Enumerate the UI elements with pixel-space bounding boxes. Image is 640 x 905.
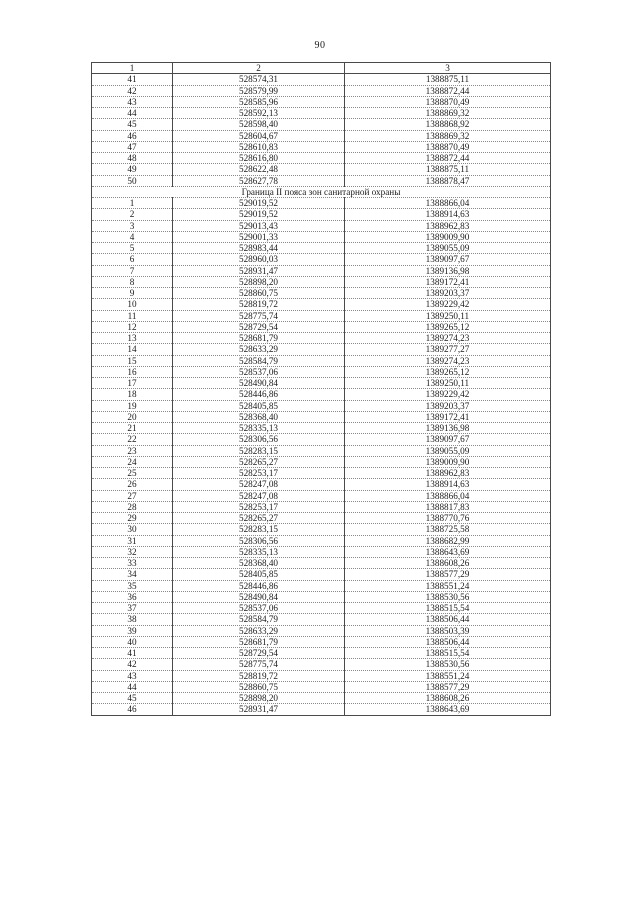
table-row — [92, 625, 551, 636]
x-coordinate-cell: 528622,48 — [173, 164, 345, 175]
table-row — [92, 614, 551, 625]
point-number-cell: 36 — [92, 591, 173, 602]
point-number-cell: 40 — [92, 636, 173, 647]
point-number-cell: 31 — [92, 535, 173, 546]
y-coordinate-cell: 1388643,69 — [345, 704, 551, 715]
table-row — [92, 355, 551, 366]
y-coordinate-cell: 1389172,41 — [345, 276, 551, 287]
x-coordinate-cell: 528490,84 — [173, 591, 345, 602]
x-coordinate-cell: 528898,20 — [173, 693, 345, 704]
table-row — [92, 693, 551, 704]
x-coordinate-cell: 528265,27 — [173, 513, 345, 524]
y-coordinate-cell: 1388866,04 — [345, 490, 551, 501]
point-number-cell: 44 — [92, 108, 173, 119]
point-number-cell: 4 — [92, 231, 173, 242]
x-coordinate-cell: 529019,52 — [173, 198, 345, 209]
y-coordinate-cell: 1389055,09 — [345, 445, 551, 456]
table-row — [92, 378, 551, 389]
table-row — [92, 580, 551, 591]
point-number-cell: 42 — [92, 659, 173, 670]
table-row — [92, 243, 551, 254]
table-header-row — [92, 63, 551, 74]
x-coordinate-cell: 528247,08 — [173, 490, 345, 501]
table-row — [92, 108, 551, 119]
point-number-cell: 47 — [92, 141, 173, 152]
point-number-cell: 14 — [92, 344, 173, 355]
x-coordinate-cell: 528860,75 — [173, 288, 345, 299]
x-coordinate-cell: 528584,79 — [173, 614, 345, 625]
x-coordinate-cell: 528537,06 — [173, 603, 345, 614]
y-coordinate-cell: 1388530,56 — [345, 659, 551, 670]
y-coordinate-cell: 1388817,83 — [345, 501, 551, 512]
y-coordinate-cell: 1388608,26 — [345, 693, 551, 704]
table-row — [92, 175, 551, 186]
point-number-cell: 15 — [92, 355, 173, 366]
y-coordinate-cell: 1388869,32 — [345, 130, 551, 141]
y-coordinate-cell: 1389274,23 — [345, 333, 551, 344]
point-number-cell: 9 — [92, 288, 173, 299]
y-coordinate-cell: 1388725,58 — [345, 524, 551, 535]
y-coordinate-cell: 1388868,92 — [345, 119, 551, 130]
x-coordinate-cell: 528490,84 — [173, 378, 345, 389]
table-row — [92, 153, 551, 164]
y-coordinate-cell: 1389097,67 — [345, 434, 551, 445]
x-coordinate-cell: 528306,56 — [173, 535, 345, 546]
page-number: 90 — [314, 40, 326, 51]
y-coordinate-cell: 1389097,67 — [345, 254, 551, 265]
table-row — [92, 209, 551, 220]
table-row — [92, 524, 551, 535]
point-number-cell: 11 — [92, 310, 173, 321]
table-row — [92, 310, 551, 321]
x-coordinate-cell: 528633,29 — [173, 344, 345, 355]
table-row — [92, 535, 551, 546]
point-number-cell: 45 — [92, 693, 173, 704]
x-coordinate-cell: 528616,80 — [173, 153, 345, 164]
x-coordinate-cell: 528584,79 — [173, 355, 345, 366]
y-coordinate-cell: 1388872,44 — [345, 153, 551, 164]
column-header-x: 2 — [173, 63, 345, 74]
table-row — [92, 490, 551, 501]
table-row — [92, 468, 551, 479]
x-coordinate-cell: 528405,85 — [173, 569, 345, 580]
table-row — [92, 119, 551, 130]
table-row — [92, 636, 551, 647]
y-coordinate-cell: 1388577,29 — [345, 681, 551, 692]
point-number-cell: 6 — [92, 254, 173, 265]
table-row — [92, 400, 551, 411]
point-number-cell: 19 — [92, 400, 173, 411]
table-row — [92, 321, 551, 332]
point-number-cell: 46 — [92, 704, 173, 715]
table-row — [92, 333, 551, 344]
point-number-cell: 20 — [92, 411, 173, 422]
section-title-row — [92, 186, 551, 197]
point-number-cell: 39 — [92, 625, 173, 636]
table-row — [92, 558, 551, 569]
y-coordinate-cell: 1388866,04 — [345, 198, 551, 209]
point-number-cell: 34 — [92, 569, 173, 580]
coordinates-table-body — [92, 63, 551, 716]
point-number-cell: 8 — [92, 276, 173, 287]
coordinates-table — [91, 62, 551, 716]
table-row — [92, 648, 551, 659]
x-coordinate-cell: 528898,20 — [173, 276, 345, 287]
y-coordinate-cell: 1389203,37 — [345, 288, 551, 299]
table-row — [92, 96, 551, 107]
point-number-cell: 50 — [92, 175, 173, 186]
y-coordinate-cell: 1388551,24 — [345, 670, 551, 681]
point-number-cell: 7 — [92, 265, 173, 276]
y-coordinate-cell: 1388515,54 — [345, 603, 551, 614]
table-row — [92, 423, 551, 434]
x-coordinate-cell: 528983,44 — [173, 243, 345, 254]
table-row — [92, 141, 551, 152]
point-number-cell: 5 — [92, 243, 173, 254]
x-coordinate-cell: 528585,96 — [173, 96, 345, 107]
table-row — [92, 681, 551, 692]
point-number-cell: 42 — [92, 85, 173, 96]
table-row — [92, 411, 551, 422]
y-coordinate-cell: 1389136,98 — [345, 265, 551, 276]
point-number-cell: 2 — [92, 209, 173, 220]
y-coordinate-cell: 1388914,63 — [345, 209, 551, 220]
x-coordinate-cell: 528446,86 — [173, 580, 345, 591]
y-coordinate-cell: 1388770,76 — [345, 513, 551, 524]
y-coordinate-cell: 1388506,44 — [345, 614, 551, 625]
point-number-cell: 24 — [92, 456, 173, 467]
x-coordinate-cell: 528283,15 — [173, 445, 345, 456]
point-number-cell: 41 — [92, 74, 173, 85]
table-row — [92, 231, 551, 242]
point-number-cell: 45 — [92, 119, 173, 130]
point-number-cell: 44 — [92, 681, 173, 692]
x-coordinate-cell: 528633,29 — [173, 625, 345, 636]
table-row — [92, 164, 551, 175]
x-coordinate-cell: 528598,40 — [173, 119, 345, 130]
point-number-cell: 43 — [92, 670, 173, 681]
x-coordinate-cell: 529001,33 — [173, 231, 345, 242]
table-row — [92, 704, 551, 715]
point-number-cell: 49 — [92, 164, 173, 175]
x-coordinate-cell: 528592,13 — [173, 108, 345, 119]
y-coordinate-cell: 1389009,90 — [345, 456, 551, 467]
point-number-cell: 26 — [92, 479, 173, 490]
table-row — [92, 130, 551, 141]
table-row — [92, 198, 551, 209]
x-coordinate-cell: 528368,40 — [173, 558, 345, 569]
x-coordinate-cell: 528335,13 — [173, 423, 345, 434]
x-coordinate-cell: 528819,72 — [173, 299, 345, 310]
point-number-cell: 16 — [92, 366, 173, 377]
point-number-cell: 41 — [92, 648, 173, 659]
x-coordinate-cell: 528960,03 — [173, 254, 345, 265]
y-coordinate-cell: 1389055,09 — [345, 243, 551, 254]
y-coordinate-cell: 1389274,23 — [345, 355, 551, 366]
table-row — [92, 288, 551, 299]
y-coordinate-cell: 1389136,98 — [345, 423, 551, 434]
x-coordinate-cell: 528775,74 — [173, 310, 345, 321]
point-number-cell: 25 — [92, 468, 173, 479]
table-row — [92, 265, 551, 276]
point-number-cell: 17 — [92, 378, 173, 389]
x-coordinate-cell: 528681,79 — [173, 636, 345, 647]
table-row — [92, 434, 551, 445]
table-row — [92, 254, 551, 265]
table-row — [92, 299, 551, 310]
table-row — [92, 670, 551, 681]
y-coordinate-cell: 1388551,24 — [345, 580, 551, 591]
x-coordinate-cell: 528405,85 — [173, 400, 345, 411]
point-number-cell: 38 — [92, 614, 173, 625]
table-row — [92, 513, 551, 524]
y-coordinate-cell: 1388875,11 — [345, 164, 551, 175]
point-number-cell: 48 — [92, 153, 173, 164]
point-number-cell: 3 — [92, 220, 173, 231]
x-coordinate-cell: 528610,83 — [173, 141, 345, 152]
y-coordinate-cell: 1388870,49 — [345, 96, 551, 107]
x-coordinate-cell: 528729,54 — [173, 648, 345, 659]
x-coordinate-cell: 528265,27 — [173, 456, 345, 467]
table-row — [92, 85, 551, 96]
point-number-cell: 23 — [92, 445, 173, 456]
y-coordinate-cell: 1388878,47 — [345, 175, 551, 186]
x-coordinate-cell: 528306,56 — [173, 434, 345, 445]
table-row — [92, 591, 551, 602]
y-coordinate-cell: 1389265,12 — [345, 321, 551, 332]
table-row — [92, 569, 551, 580]
table-row — [92, 479, 551, 490]
point-number-cell: 28 — [92, 501, 173, 512]
x-coordinate-cell: 528537,06 — [173, 366, 345, 377]
x-coordinate-cell: 528579,99 — [173, 85, 345, 96]
y-coordinate-cell: 1389172,41 — [345, 411, 551, 422]
y-coordinate-cell: 1388608,26 — [345, 558, 551, 569]
point-number-cell: 35 — [92, 580, 173, 591]
y-coordinate-cell: 1389009,90 — [345, 231, 551, 242]
y-coordinate-cell: 1389229,42 — [345, 389, 551, 400]
point-number-cell: 43 — [92, 96, 173, 107]
point-number-cell: 27 — [92, 490, 173, 501]
y-coordinate-cell: 1388872,44 — [345, 85, 551, 96]
table-row — [92, 445, 551, 456]
point-number-cell: 10 — [92, 299, 173, 310]
point-number-cell: 46 — [92, 130, 173, 141]
y-coordinate-cell: 1389250,11 — [345, 378, 551, 389]
x-coordinate-cell: 528335,13 — [173, 546, 345, 557]
x-coordinate-cell: 528775,74 — [173, 659, 345, 670]
point-number-cell: 1 — [92, 198, 173, 209]
table-row — [92, 344, 551, 355]
table-row — [92, 276, 551, 287]
y-coordinate-cell: 1388577,29 — [345, 569, 551, 580]
y-coordinate-cell: 1388875,11 — [345, 74, 551, 85]
y-coordinate-cell: 1389250,11 — [345, 310, 551, 321]
table-row — [92, 603, 551, 614]
column-header-y: 3 — [345, 63, 551, 74]
y-coordinate-cell: 1389229,42 — [345, 299, 551, 310]
point-number-cell: 37 — [92, 603, 173, 614]
x-coordinate-cell: 528574,31 — [173, 74, 345, 85]
x-coordinate-cell: 528860,75 — [173, 681, 345, 692]
y-coordinate-cell: 1388530,56 — [345, 591, 551, 602]
table-row — [92, 546, 551, 557]
y-coordinate-cell: 1388506,44 — [345, 636, 551, 647]
point-number-cell: 18 — [92, 389, 173, 400]
table-row — [92, 74, 551, 85]
x-coordinate-cell: 528604,67 — [173, 130, 345, 141]
point-number-cell: 13 — [92, 333, 173, 344]
table-row — [92, 366, 551, 377]
y-coordinate-cell: 1388962,83 — [345, 220, 551, 231]
x-coordinate-cell: 528627,78 — [173, 175, 345, 186]
y-coordinate-cell: 1388503,39 — [345, 625, 551, 636]
y-coordinate-cell: 1389277,27 — [345, 344, 551, 355]
table-row — [92, 501, 551, 512]
y-coordinate-cell: 1388869,32 — [345, 108, 551, 119]
point-number-cell: 32 — [92, 546, 173, 557]
y-coordinate-cell: 1388870,49 — [345, 141, 551, 152]
y-coordinate-cell: 1388682,99 — [345, 535, 551, 546]
x-coordinate-cell: 528819,72 — [173, 670, 345, 681]
y-coordinate-cell: 1389203,37 — [345, 400, 551, 411]
point-number-cell: 12 — [92, 321, 173, 332]
y-coordinate-cell: 1388643,69 — [345, 546, 551, 557]
x-coordinate-cell: 528368,40 — [173, 411, 345, 422]
x-coordinate-cell: 529013,43 — [173, 220, 345, 231]
table-row — [92, 389, 551, 400]
x-coordinate-cell: 528729,54 — [173, 321, 345, 332]
section-title: Граница II пояса зон санитарной охраны — [92, 186, 551, 197]
table-row — [92, 220, 551, 231]
x-coordinate-cell: 529019,52 — [173, 209, 345, 220]
x-coordinate-cell: 528283,15 — [173, 524, 345, 535]
x-coordinate-cell: 528681,79 — [173, 333, 345, 344]
column-header-number: 1 — [92, 63, 173, 74]
x-coordinate-cell: 528931,47 — [173, 265, 345, 276]
table-row — [92, 659, 551, 670]
x-coordinate-cell: 528253,17 — [173, 501, 345, 512]
table-row — [92, 456, 551, 467]
point-number-cell: 29 — [92, 513, 173, 524]
point-number-cell: 33 — [92, 558, 173, 569]
x-coordinate-cell: 528931,47 — [173, 704, 345, 715]
point-number-cell: 22 — [92, 434, 173, 445]
y-coordinate-cell: 1388515,54 — [345, 648, 551, 659]
point-number-cell: 30 — [92, 524, 173, 535]
y-coordinate-cell: 1388962,83 — [345, 468, 551, 479]
y-coordinate-cell: 1389265,12 — [345, 366, 551, 377]
x-coordinate-cell: 528446,86 — [173, 389, 345, 400]
x-coordinate-cell: 528253,17 — [173, 468, 345, 479]
x-coordinate-cell: 528247,08 — [173, 479, 345, 490]
y-coordinate-cell: 1388914,63 — [345, 479, 551, 490]
point-number-cell: 21 — [92, 423, 173, 434]
